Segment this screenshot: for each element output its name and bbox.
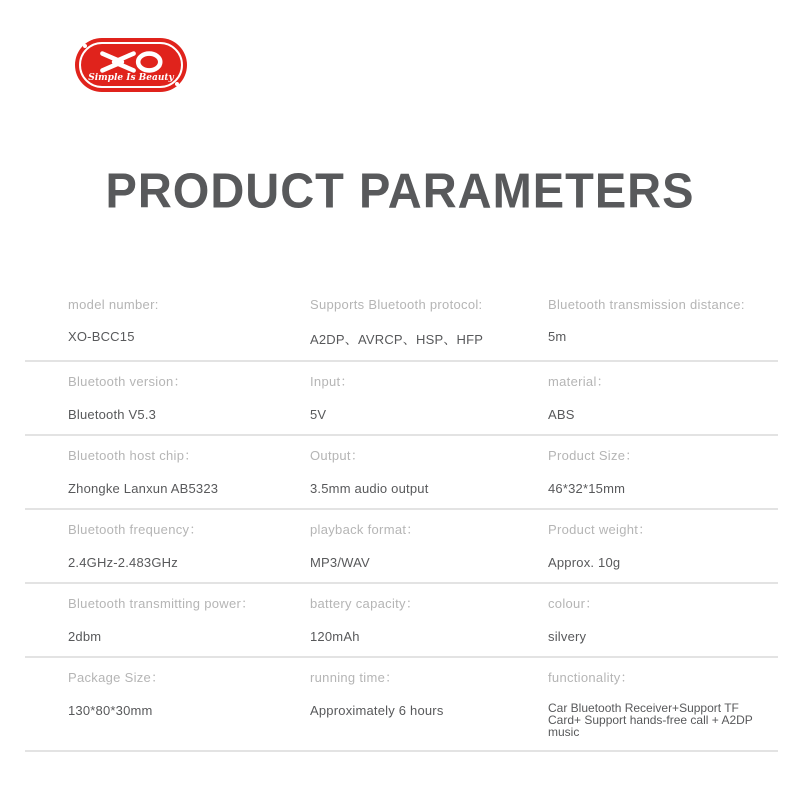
param-cell <box>68 510 310 582</box>
logo-dot-icon <box>175 82 179 86</box>
param-label: functionality： <box>548 670 634 685</box>
param-label: Bluetooth transmission distance: <box>548 297 745 312</box>
param-value: Car Bluetooth Receiver+Support TF Card+ Support hands-free call + A2DP music <box>548 701 753 739</box>
param-value: Approximately 6 hours <box>310 703 444 718</box>
param-label: Package Size： <box>68 670 165 685</box>
param-label: running time： <box>310 670 399 685</box>
table-row <box>25 584 778 658</box>
param-value: Bluetooth V5.3 <box>68 407 157 422</box>
param-value: A2DP、AVRCP、HSP、HFP <box>310 332 484 347</box>
param-label: Product Size： <box>548 448 639 463</box>
table-row <box>25 362 778 436</box>
param-value: ABS <box>548 407 575 422</box>
param-value: 130*80*30mm <box>68 703 153 718</box>
param-cell <box>548 362 778 434</box>
table-row <box>25 510 778 584</box>
param-cell <box>68 362 310 434</box>
param-cell <box>548 658 778 750</box>
param-value: Approx. 10g <box>548 555 621 570</box>
param-label: model number: <box>68 297 159 312</box>
param-cell <box>548 510 778 582</box>
xo-brand-icon <box>98 49 164 75</box>
logo-inner-border <box>79 42 183 88</box>
param-cell <box>310 288 548 360</box>
param-label: playback format： <box>310 522 420 537</box>
param-value: Zhongke Lanxun AB5323 <box>68 481 219 496</box>
param-cell <box>310 436 548 508</box>
param-label: Input： <box>310 374 354 389</box>
param-label: Bluetooth version： <box>68 374 187 389</box>
param-value: 5m <box>548 329 567 344</box>
param-cell <box>68 288 310 360</box>
param-value: MP3/WAV <box>310 555 370 570</box>
param-label: Bluetooth frequency： <box>68 522 203 537</box>
param-value: 3.5mm audio output <box>310 481 429 496</box>
param-label: material： <box>548 374 610 389</box>
param-value: 2.4GHz-2.483GHz <box>68 555 178 570</box>
page-title: PRODUCT PARAMETERS <box>105 162 695 219</box>
table-row <box>25 288 778 362</box>
param-label: Output： <box>310 448 365 463</box>
param-label: battery capacity： <box>310 596 420 611</box>
logo-tagline: Simple Is Beauty <box>88 73 174 83</box>
param-cell <box>310 658 548 750</box>
param-cell <box>310 584 548 656</box>
param-cell <box>548 584 778 656</box>
param-value: 2dbm <box>68 629 102 644</box>
param-value: XO-BCC15 <box>68 329 135 344</box>
xo-logo <box>75 38 187 92</box>
param-value: 46*32*15mm <box>548 481 626 496</box>
param-cell <box>68 436 310 508</box>
param-cell <box>68 584 310 656</box>
param-label: Bluetooth transmitting power： <box>68 596 255 611</box>
parameters-table <box>25 288 778 752</box>
table-row <box>25 436 778 510</box>
param-value: 120mAh <box>310 629 360 644</box>
param-label: Bluetooth host chip： <box>68 448 198 463</box>
param-cell <box>310 510 548 582</box>
param-cell <box>68 658 310 750</box>
param-cell <box>548 436 778 508</box>
table-row <box>25 658 778 752</box>
param-value: 5V <box>310 407 327 422</box>
param-label: Supports Bluetooth protocol: <box>310 297 483 312</box>
param-cell <box>548 288 778 360</box>
param-label: Product weight： <box>548 522 652 537</box>
param-cell <box>310 362 548 434</box>
param-label: colour： <box>548 596 599 611</box>
param-value: silvery <box>548 629 587 644</box>
